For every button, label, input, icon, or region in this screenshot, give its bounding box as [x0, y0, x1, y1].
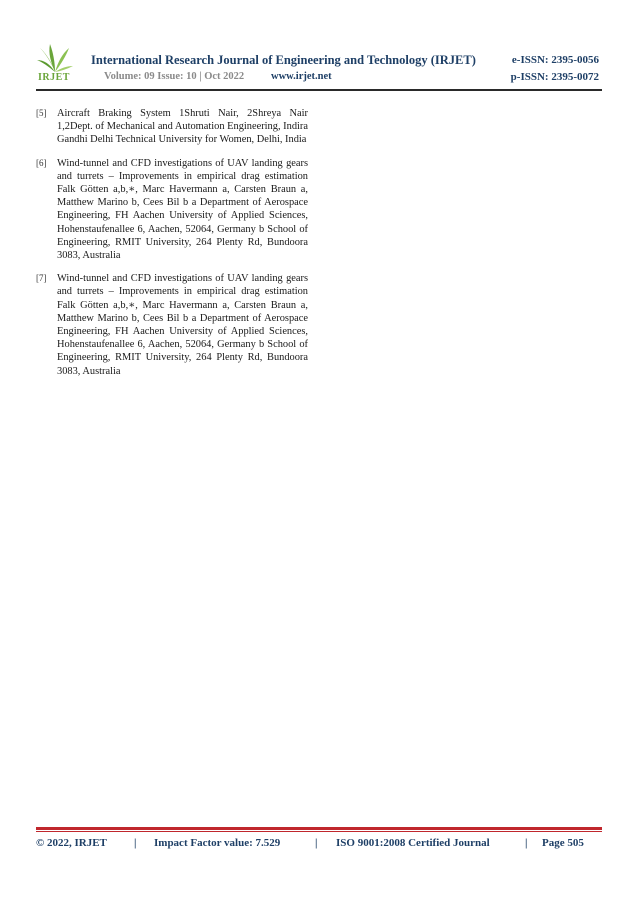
footer-page-number: Page 505: [542, 837, 584, 849]
reference-text: Aircraft Braking System 1Shruti Nair, 2Shreya Nair 1,2Dept. of Mechanical and Automation Engineering, Indira Gandhi Delhi Technical University for Women, Delhi, India: [57, 108, 308, 146]
page-footer: [36, 837, 602, 853]
logo-text: IRJET: [38, 72, 70, 83]
footer-separator: |: [525, 837, 528, 849]
journal-website-link[interactable]: www.irjet.net: [271, 71, 332, 82]
footer-iso: ISO 9001:2008 Certified Journal: [336, 837, 490, 849]
reference-item: [36, 272, 308, 378]
page-header: [0, 0, 638, 100]
footer-divider-thick: [36, 827, 602, 830]
journal-title: International Research Journal of Engineering and Technology (IRJET): [91, 53, 476, 67]
eissn: e-ISSN: 2395-0056: [511, 54, 599, 66]
footer-separator: |: [134, 837, 137, 849]
footer-divider-thin: [36, 831, 602, 832]
reference-item: [36, 157, 308, 263]
header-divider: [36, 89, 602, 91]
footer-copyright: © 2022, IRJET: [36, 837, 107, 849]
references-list: [36, 107, 308, 388]
volume-issue: Volume: 09 Issue: 10 | Oct 2022: [104, 71, 245, 82]
pissn: p-ISSN: 2395-0072: [510, 71, 599, 83]
reference-number: [7]: [36, 273, 47, 284]
reference-number: [5]: [36, 108, 47, 118]
reference-item: [36, 107, 308, 147]
reference-text: Wind-tunnel and CFD investigations of UAV landing gears and turrets – Improvements in empirical drag estimation Falk Götten a,b,∗, Marc Havermann a, Carsten Braun a, Matthew Marino b, Cees Bil b a Department of Aerospace Engineering, FH Aachen University of Applied Sciences, Hohenstaufenallee 6, Aachen, 52064, Germany b School of Engineering, RMIT University, 264 Plenty Rd, Bundoora 3083, Australia: [57, 273, 308, 377]
reference-text: Wind-tunnel and CFD investigations of UAV landing gears and turrets – Improvements in empirical drag estimation Falk Götten a,b,∗, Marc Havermann a, Carsten Braun a, Matthew Marino b, Cees Bil b a Department of Aerospace Engineering, FH Aachen University of Applied Sciences, Hohenstaufenallee 6, Aachen, 52064, Germany b School of Engineering, RMIT University, 264 Plenty Rd, Bundoora 3083, Australia: [57, 157, 308, 262]
footer-separator: |: [315, 837, 318, 849]
reference-number: [6]: [36, 157, 47, 168]
footer-impact-factor: Impact Factor value: 7.529: [154, 837, 281, 849]
